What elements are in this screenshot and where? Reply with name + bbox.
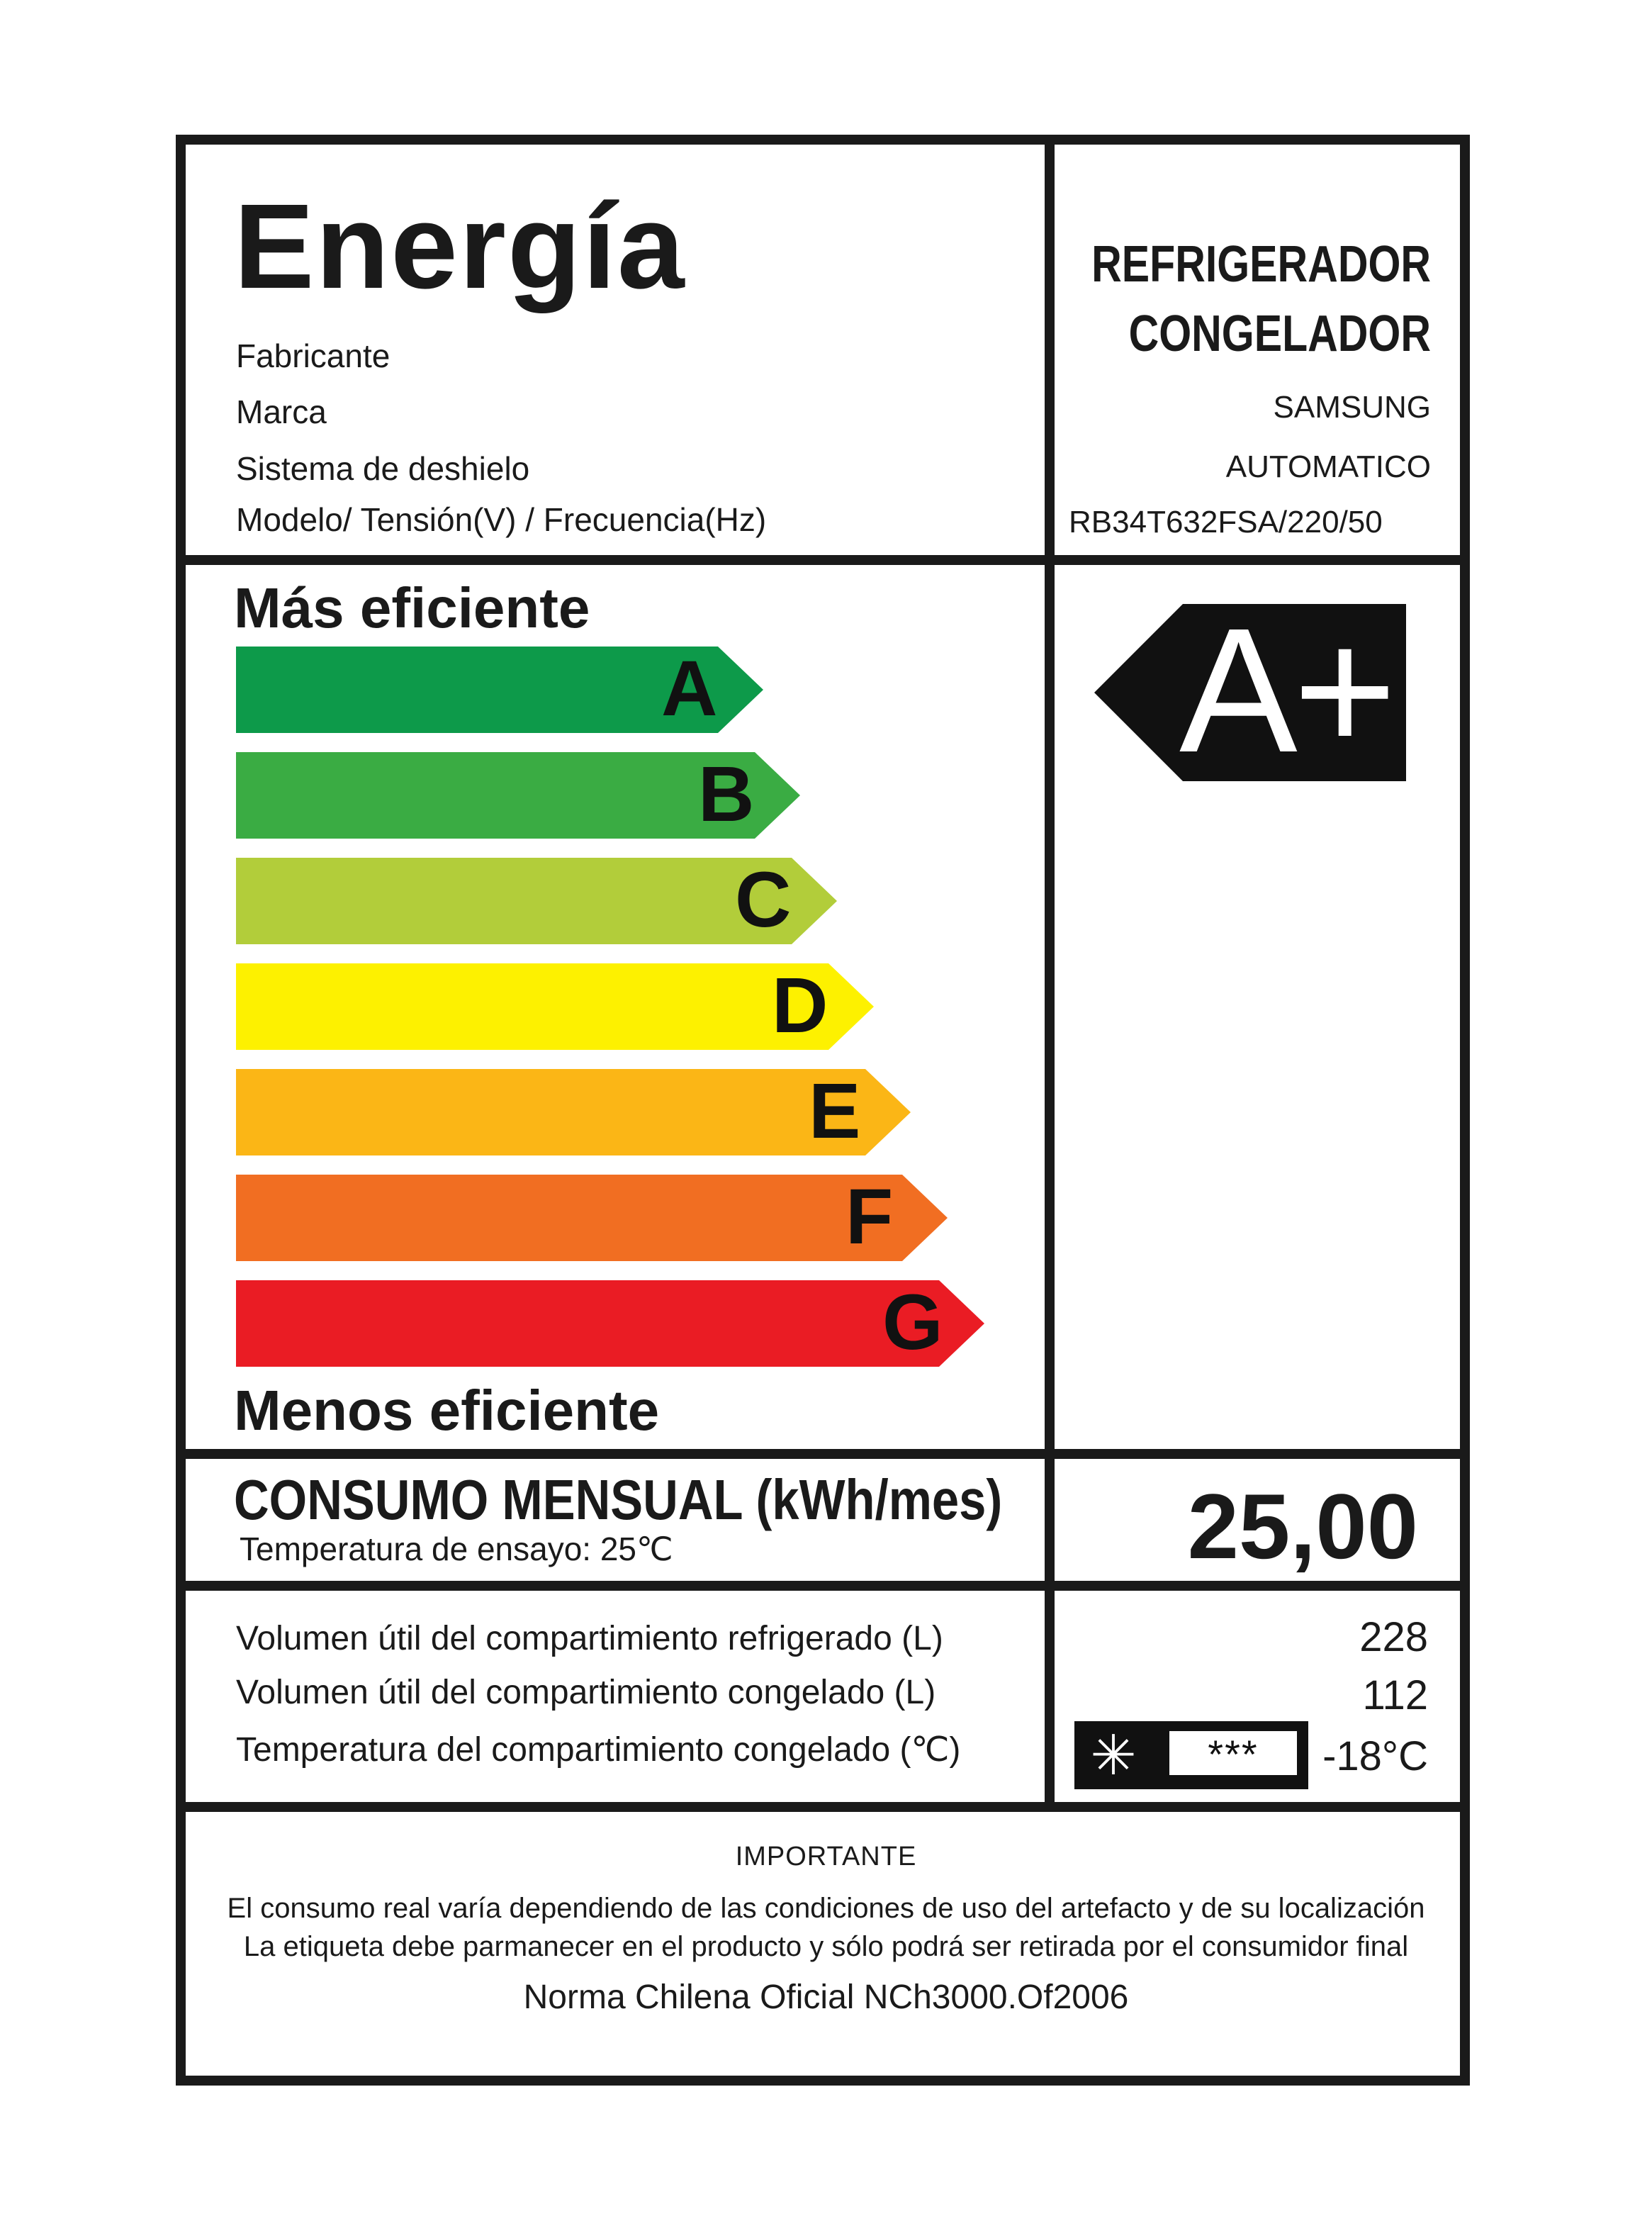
field-label-fabricante: Fabricante <box>236 337 390 374</box>
column-divider <box>1045 135 1055 1812</box>
star-rating-box: *** <box>1169 1731 1297 1775</box>
efficiency-letter: E <box>809 1068 861 1155</box>
spec-label-refrigerated: Volumen útil del compartimiento refrigerado (L) <box>236 1620 943 1657</box>
efficiency-bar-f <box>236 1175 948 1261</box>
efficiency-letter: A <box>661 645 718 732</box>
divider-header <box>176 555 1470 565</box>
notice-line-2: La etiqueta debe parmanecer en el producto y sólo podrá ser retirada por el consumidor final <box>243 1931 1409 1962</box>
efficiency-letter: F <box>845 1173 894 1260</box>
label-title: Energía <box>234 179 686 314</box>
freezer-star-rating <box>1074 1721 1308 1789</box>
field-label-deshielo: Sistema de deshielo <box>236 450 530 487</box>
field-value-modelo: RB34T632FSA/220/50 <box>1069 505 1383 539</box>
spec-label-frozen: Volumen útil del compartimiento congelado (L) <box>236 1674 936 1711</box>
efficiency-bar-b <box>236 752 800 839</box>
rating-value: A+ <box>1179 591 1393 789</box>
efficiency-letter: B <box>698 751 755 838</box>
efficiency-letter: D <box>772 962 828 1049</box>
field-label-modelo: Modelo/ Tensión(V) / Frecuencia(Hz) <box>236 501 767 538</box>
notice-heading: IMPORTANTE <box>735 1842 917 1871</box>
consumption-value: 25,00 <box>1187 1474 1418 1578</box>
efficiency-bar-g <box>236 1280 984 1367</box>
norm-reference: Norma Chilena Oficial NCh3000.Of2006 <box>523 1979 1129 2016</box>
product-type-line2: CONGELADOR <box>1128 306 1431 362</box>
efficiency-letter: G <box>882 1279 943 1366</box>
efficiency-bar-arrow <box>236 1175 948 1261</box>
product-type-line1: REFRIGERADOR <box>1091 236 1431 293</box>
consumption-subtitle: Temperatura de ensayo: 25℃ <box>240 1530 673 1567</box>
scale-bottom-label: Menos eficiente <box>234 1379 660 1442</box>
efficiency-bar-e <box>236 1069 911 1155</box>
divider-consumption <box>176 1581 1470 1591</box>
scale-top-label: Más eficiente <box>234 576 590 639</box>
divider-scale <box>176 1449 1470 1459</box>
field-label-marca: Marca <box>236 393 327 430</box>
efficiency-bar-a <box>236 647 763 733</box>
efficiency-bar-c <box>236 858 837 944</box>
spec-value-freezer-temp: -18°C <box>1322 1733 1428 1779</box>
rating-arrow <box>1094 591 1406 789</box>
efficiency-letter: C <box>735 856 792 944</box>
field-value-marca: SAMSUNG <box>1273 390 1431 425</box>
snowflake-icon: ✳ <box>1090 1724 1137 1786</box>
field-value-deshielo: AUTOMATICO <box>1225 449 1431 484</box>
consumption-title: CONSUMO MENSUAL (kWh/mes) <box>234 1468 1003 1531</box>
divider-specs <box>176 1802 1470 1812</box>
notice-line-1: El consumo real varía dependiendo de las condiciones de uso del artefacto y de su localización <box>227 1893 1425 1924</box>
spec-value-refrigerated: 228 <box>1359 1614 1428 1660</box>
spec-label-freezer-temp: Temperatura del compartimiento congelado (℃) <box>236 1731 961 1769</box>
efficiency-bar-arrow <box>236 1280 984 1367</box>
efficiency-bar-d <box>236 963 874 1050</box>
spec-value-frozen: 112 <box>1362 1672 1428 1718</box>
